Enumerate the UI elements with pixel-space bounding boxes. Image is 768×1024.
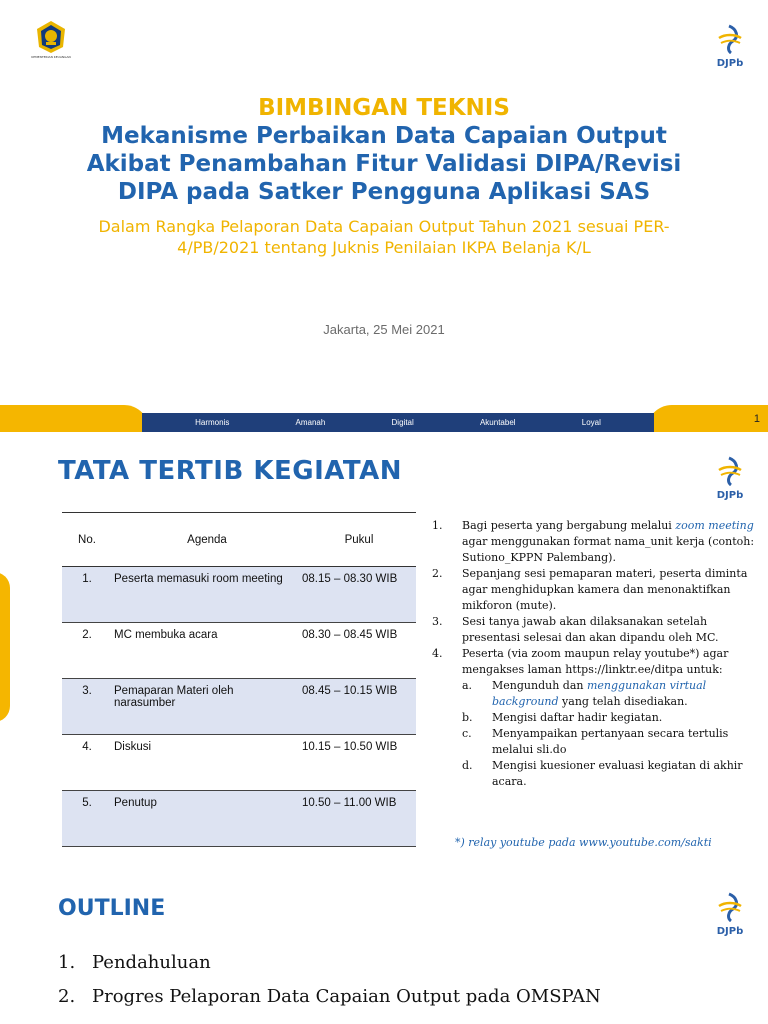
subitem-letter: a.	[462, 679, 473, 692]
djpb-logo	[708, 24, 752, 68]
kemenkeu-emblem-icon	[34, 20, 68, 54]
column-header: Pukul	[302, 513, 416, 567]
kemenkeu-logo	[22, 20, 80, 70]
value-label: Amanah	[295, 418, 326, 427]
list-number: 2.	[58, 986, 76, 1007]
rule-subitem	[462, 678, 756, 710]
cell-time: 08.30 – 08.45 WIB	[302, 623, 416, 679]
value-label: Loyal	[581, 418, 601, 427]
rule-text: Sepanjang sesi pemaparan materi, peserta diminta agar menghidupkan kamera dan menonaktifkan mikforon (mute).	[462, 567, 748, 612]
cell-time: 08.15 – 08.30 WIB	[302, 567, 416, 623]
cell-agenda: Diskusi	[112, 735, 302, 791]
table-header-row	[62, 513, 416, 567]
slide-title: TATA TERTIB KEGIATAN	[58, 456, 402, 486]
footer-accent-right	[646, 405, 768, 432]
djpb-logo-icon	[715, 456, 745, 486]
title-block	[0, 94, 768, 258]
subitem-emphasis: menggunakan virtual background	[492, 679, 707, 708]
rule-subitem	[462, 710, 756, 726]
slide-note: Dalam Rangka Pelaporan Data Capaian Output Tahun 2021 sesuai PER-4/PB/2021 tentang Juknis Penilaian IKPA Belanja K/L	[98, 217, 670, 257]
footer-accent-left	[0, 405, 150, 432]
rule-number: 1.	[432, 519, 443, 532]
cell-no: 1.	[62, 567, 112, 623]
slide-subtitle: Mekanisme Perbaikan Data Capaian Output Akibat Penambahan Fitur Validasi DIPA/Revisi DIPA pada Satker Pengguna Aplikasi SAS	[86, 123, 682, 205]
cell-no: 2.	[62, 623, 112, 679]
rule-emphasis: zoom meeting	[675, 519, 754, 532]
rule-text: Sesi tanya jawab akan dilaksanakan setelah presentasi selesai dan akan dipandu oleh MC.	[462, 615, 719, 644]
footer-band	[0, 405, 768, 432]
table-row	[62, 735, 416, 791]
value-label: Digital	[391, 418, 414, 427]
page-number: 1	[753, 413, 760, 425]
djpb-logo	[708, 456, 752, 500]
djpb-logo-icon	[715, 24, 745, 54]
djpb-logo	[708, 892, 752, 936]
cell-time: 10.50 – 11.00 WIB	[302, 791, 416, 847]
rule-number: 2.	[432, 567, 443, 580]
cell-agenda: Penutup	[112, 791, 302, 847]
subitem-text: Mengisi kuesioner evaluasi kegiatan di akhir acara.	[492, 759, 743, 788]
list-number: 1.	[58, 952, 76, 973]
cell-time: 08.45 – 10.15 WIB	[302, 679, 416, 735]
cell-agenda: MC membuka acara	[112, 623, 302, 679]
djpb-label: DJPb	[716, 490, 744, 501]
list-text: Pendahuluan	[92, 952, 211, 973]
djpb-logo-icon	[715, 892, 745, 922]
rule-subitem	[462, 758, 756, 790]
table-row	[62, 679, 416, 735]
cell-agenda: Peserta memasuki room meeting	[112, 567, 302, 623]
subitem-text-part: yang telah disediakan.	[558, 695, 688, 708]
rule-number: 3.	[432, 615, 443, 628]
subitem-text	[492, 678, 756, 710]
values-bar	[142, 413, 654, 432]
subitem-letter: b.	[462, 711, 473, 724]
side-accent	[0, 572, 10, 722]
cell-time: 10.15 – 10.50 WIB	[302, 735, 416, 791]
rule-number: 4.	[432, 647, 443, 660]
cell-no: 3.	[62, 679, 112, 735]
subitem-text-part: Mengunduh dan	[492, 679, 587, 692]
cell-no: 4.	[62, 735, 112, 791]
value-label: Harmonis	[195, 418, 230, 427]
rule-item	[426, 518, 756, 566]
slide-heading: BIMBINGAN TEKNIS	[258, 95, 510, 121]
subitem-text: Menyampaikan pertanyaan secara tertulis melalui sli.do	[492, 727, 729, 756]
rule-text-part: Bagi peserta yang bergabung melalui	[462, 519, 676, 532]
rules-list	[426, 518, 756, 790]
list-item	[58, 952, 601, 986]
list-item	[58, 986, 601, 1020]
presentation-date: Jakarta, 25 Mei 2021	[323, 322, 445, 337]
rule-item	[426, 566, 756, 614]
rule-text: Peserta (via zoom maupun relay youtube*) agar mengakses laman https://linktr.ee/ditpa untuk:	[462, 647, 729, 676]
outline-slide	[0, 876, 768, 1024]
logo-caption: KEMENTERIAN KEUANGAN	[31, 55, 71, 59]
rule-subitem	[462, 726, 756, 758]
subitem-letter: c.	[462, 727, 472, 740]
agenda-table	[62, 512, 416, 847]
outline-list	[58, 952, 601, 1020]
djpb-label: DJPb	[716, 926, 744, 937]
column-header: No.	[62, 513, 112, 567]
column-header: Agenda	[112, 513, 302, 567]
cell-no: 5.	[62, 791, 112, 847]
subitem-letter: d.	[462, 759, 473, 772]
cell-agenda: Pemaparan Materi oleh narasumber	[112, 679, 302, 735]
rule-item	[426, 646, 756, 678]
table-row	[62, 623, 416, 679]
rule-text	[462, 518, 756, 566]
table-row	[62, 791, 416, 847]
rule-item	[426, 614, 756, 646]
list-text: Progres Pelaporan Data Capaian Output pada OMSPAN	[92, 986, 601, 1007]
djpb-label: DJPb	[716, 58, 744, 69]
title-slide	[0, 0, 768, 432]
subitem-text: Mengisi daftar hadir kegiatan.	[492, 711, 663, 724]
table-row	[62, 567, 416, 623]
relay-note: *) relay youtube pada www.youtube.com/sakti	[455, 836, 712, 849]
slide-title: OUTLINE	[58, 896, 166, 921]
rule-text-part: agar menggunakan format nama_unit kerja (contoh: Sutiono_KPPN Palembang).	[462, 535, 755, 564]
rules-slide	[0, 432, 768, 860]
value-label: Akuntabel	[479, 418, 516, 427]
